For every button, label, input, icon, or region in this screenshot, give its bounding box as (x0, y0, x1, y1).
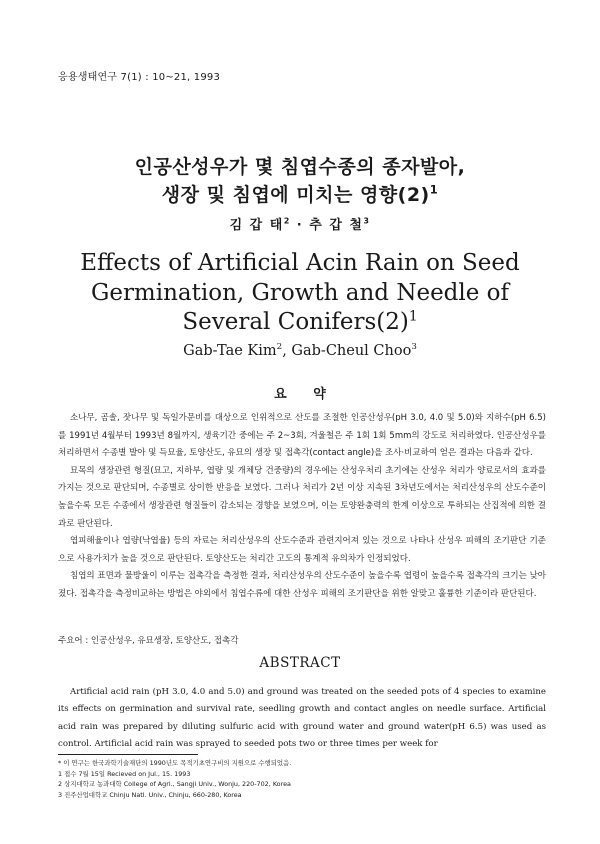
keywords (58, 634, 239, 646)
footnote-divider (58, 754, 198, 755)
korean-title-text2: 생장 및 침엽에 미치는 영향(2) (161, 184, 430, 206)
footnote-item: 2 상지대학교 농과대학 College of Agri., Sangji Univ., Wonju, 220-702, Korea (58, 780, 291, 789)
keywords-label: 주요어 : (58, 636, 91, 646)
english-title-line1: Effects of Artificial Acin Rain on Seed (80, 250, 520, 276)
korean-author2-mark: 3 (363, 216, 371, 226)
english-title-text3: Several Conifers(2) (182, 309, 409, 335)
korean-summary-heading: 요 약 (274, 387, 326, 402)
footnote-item: 3 진주산업대학교 Chinju Natl. Univ., Chinju, 660-280, Korea (58, 790, 242, 799)
english-title-line3 (0, 309, 600, 335)
abstract-heading: ABSTRACT (259, 655, 341, 671)
english-author1-mark: 2 (276, 342, 283, 353)
english-author1: Gab-Tae Kim (183, 343, 277, 359)
korean-summary-paragraph: 묘목의 생장관련 형질(묘고, 지하부, 엽량 및 개체당 건중량)의 경우에는 산성우처리 초기에는 산성우 처리가 양료로서의 효과를 가지는 것으로 판단되며, 수종별로 상이한 반응을 보였다. 그러나 처리가 2년 이상 지속된 3차년도에서는 처리산성우의 산도수준이 높을수록 모든 수종에서 생장관련 형질들이 감소되는 경향을 보였으며, 이는 토양완충력의 한계 이상으로 투하되는 산집적에 의한 결과로 판단된다. (58, 465, 546, 529)
english-title-line2: Germination, Growth and Needle of (90, 280, 510, 306)
korean-summary-paragraph: 엽피해율이나 엽량(낙엽율) 등의 자료는 처리산성우의 산도수준과 관련지어져 있는 것으로 나타나 산성우 피해의 조기판단 기준으로 사용가치가 높을 것으로 판단된다. 토양산도는 처리간 고도의 통계적 유의차가 인정되었다. (58, 536, 546, 564)
korean-summary (58, 410, 546, 604)
english-abstract (58, 684, 546, 754)
journal-citation: 응용생태연구 7(1) : 10~21, 1993 (58, 72, 221, 83)
korean-summary-paragraph: 침엽의 표면과 물방울이 이루는 접촉각을 측정한 결과, 처리산성우의 산도수준이 높을수록 엽령이 높을수록 접촉각의 크기는 낮아졌다. 접촉각을 측정비교하는 방법은 야외에서 침엽수류에 대한 산성우 피해의 조기판단을 위한 알맞고 훌륭한 기준이라 판단된다. (58, 571, 546, 599)
english-title-footnote-mark: 1 (408, 308, 418, 325)
keywords-text: 인공산성우, 유묘생장, 토양산도, 접촉각 (90, 636, 239, 646)
korean-author-separator: · (290, 218, 310, 233)
korean-title-text1: 인공산성우가 몇 침엽수종의 종자발아, (134, 156, 466, 178)
korean-title-footnote-mark: 1 (429, 182, 439, 197)
english-author-separator: , (282, 343, 292, 359)
footnotes (58, 758, 548, 800)
korean-title-line2 (0, 180, 600, 207)
korean-author1: 김 갑 태 (229, 218, 284, 233)
english-author2-mark: 3 (411, 342, 417, 353)
english-abstract-paragraph: Artificial acid rain (pH 3.0, 4.0 and 5.0) and ground was treated on the seeded pots of 4 species to examine its effects on germination and survival rate, seedling growth and contact angles on needle surface. Artificial acid rain was prepared by diluting sulfuric acid with ground water and ground water(pH 6.5) was used as control. Artificial acid rain was sprayed to seeded pots two or three times per week for (58, 687, 546, 750)
korean-author1-mark: 2 (283, 216, 291, 226)
english-authors (0, 343, 600, 359)
english-author2: Gab-Cheul Choo (291, 343, 412, 359)
footnote-item: * 이 연구는 한국과학기술재단의 1990년도 목적기초연구비의 지원으로 수행되었음. (58, 759, 292, 767)
footnote-item: 1 접수 7월 15일 Recieved on Jul., 15. 1993 (58, 769, 191, 778)
korean-title-line1 (0, 152, 600, 179)
korean-authors (0, 214, 600, 233)
korean-summary-paragraph: 소나무, 곰솔, 잣나무 및 독일가문비를 대상으로 인위적으로 산도를 조절한 인공산성우(pH 3.0, 4.0 및 5.0)와 지하수(pH 6.5)를 1991년 4월부터 1993년 8월까지, 생육기간 중에는 주 2~3회, 겨울철은 주 1회 1회 5mm의 강도로 처리하였다. 인공산성우를 처리하면서 수종별 발아 및 득묘율, 토양산도, 유묘의 생장 및 접촉각(contact angle)을 조사·비교하여 얻은 결과는 다음과 같다. (58, 413, 546, 459)
korean-author2: 추 갑 철 (309, 218, 364, 233)
